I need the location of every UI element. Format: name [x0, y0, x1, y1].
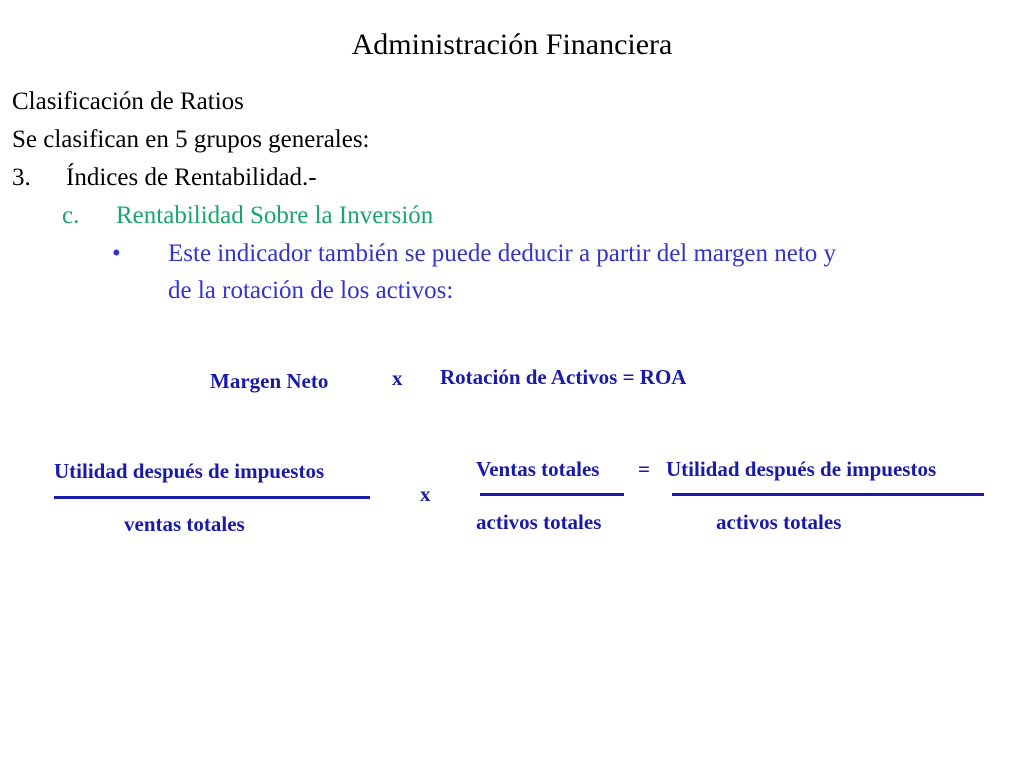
multiply-operator-1: x	[392, 366, 403, 390]
frac1-numerator: Utilidad después de impuestos	[54, 459, 325, 483]
frac3-line	[672, 493, 984, 496]
list-item-3-text: Índices de Rentabilidad.-	[66, 164, 317, 191]
frac1-line	[54, 496, 370, 499]
frac2-denominator: activos totales	[476, 510, 602, 534]
list-number: 3.	[12, 164, 31, 191]
margen-neto-label: Margen Neto	[210, 369, 329, 393]
list-item-c-text: Rentabilidad Sobre la Inversión	[116, 202, 434, 229]
frac3-numerator: Utilidad después de impuestos	[666, 457, 937, 481]
frac3-denominator: activos totales	[716, 510, 842, 534]
bullet-text-line2: de la rotación de los activos:	[168, 277, 454, 304]
bullet-marker: •	[112, 240, 121, 267]
list-letter: c.	[62, 202, 80, 229]
multiply-operator-2: x	[420, 482, 431, 506]
list-item-3	[12, 164, 317, 192]
rotacion-activos-roa-label: Rotación de Activos = ROA	[440, 365, 687, 389]
heading-grupos: Se clasifican en 5 grupos generales:	[12, 126, 370, 153]
list-item-c	[62, 202, 433, 230]
equals-sign: =	[638, 457, 650, 481]
heading-clasificacion: Clasificación de Ratios	[12, 88, 244, 115]
frac2-line	[480, 493, 624, 496]
frac1-denominator: ventas totales	[124, 512, 245, 536]
frac2-numerator: Ventas totales	[476, 457, 600, 481]
bullet-text-line1: Este indicador también se puede deducir a partir del margen neto y	[168, 240, 837, 267]
slide-title: Administración Financiera	[351, 28, 673, 61]
